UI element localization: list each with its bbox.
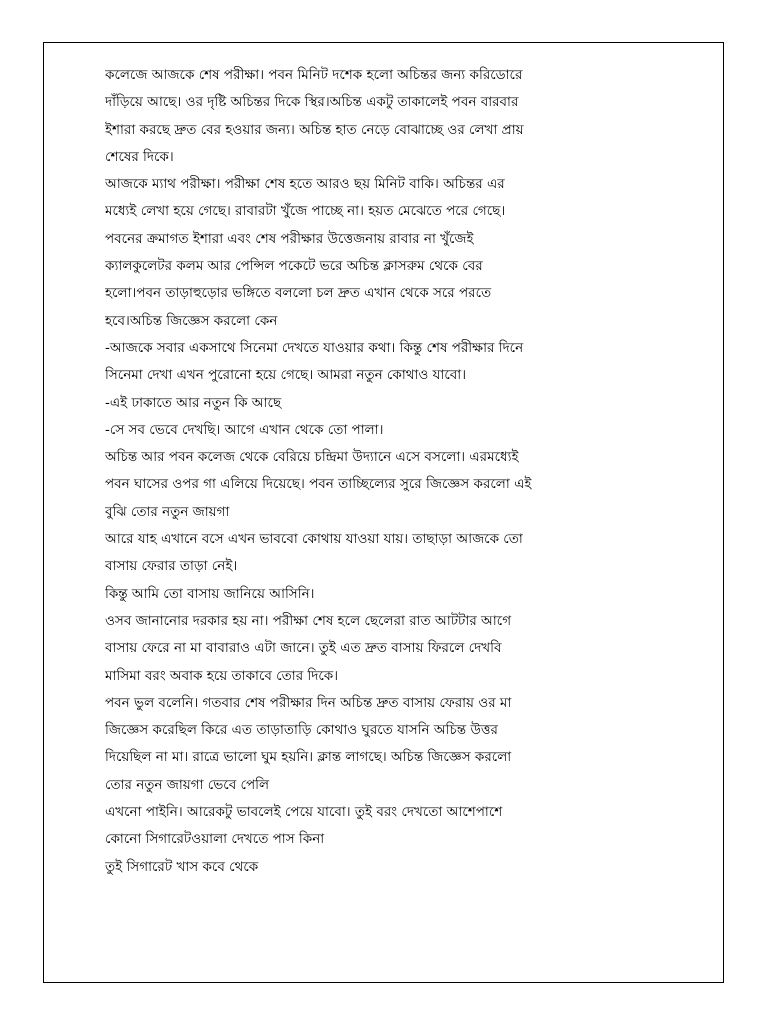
text-line: আরে যাহ এখানে বসে এখন ভাববো কোথায় যাওয়া যায়। তাছাড়া আজকে তো: [105, 531, 523, 548]
text-line: কিন্তু আমি তো বাসায় জানিয়ে আসিনি।: [105, 585, 315, 602]
text-line: দিয়েছিল না মা। রাত্রে ভালো ঘুম হয়নি। ক্লান্ত লাগছে। অচিন্ত জিজ্ঞেস করলো: [105, 749, 512, 766]
text-line: জিজ্ঞেস করেছিল কিরে এত তাড়াতাড়ি কোথাও ঘুরতে যাসনি অচিন্ত উত্তর: [105, 722, 498, 739]
text-line: বুঝি তোর নতুন জায়গা: [105, 503, 230, 520]
text-line: ওসব জানানোর দরকার হয় না। পরীক্ষা শেষ হলে ছেলেরা রাত আটটার আগে: [105, 612, 512, 629]
text-line: বাসায় ফেরে না মা বাবারাও এটা জানে। তুই এত দ্রুত বাসায় ফিরলে দেখবি: [105, 640, 502, 657]
text-line: কোনো সিগারেটওয়ালা দেখতে পাস কিনা: [105, 831, 325, 848]
document-body: [105, 62, 575, 881]
text-line: -আজকে সবার একসাথে সিনেমা দেখতে যাওয়ার কথা। কিন্তু শেষ পরীক্ষার দিনে: [105, 339, 524, 356]
text-line: -এই ঢাকাতে আর নতুন কি আছে: [105, 394, 282, 411]
text-line: হবে।অচিন্ত জিজ্ঞেস করলো কেন: [105, 312, 278, 329]
text-line: সিনেমা দেখা এখন পুরোনো হয়ে গেছে। আমরা নতুন কোথাও যাবো।: [105, 367, 467, 384]
text-line: মাসিমা বরং অবাক হয়ে তাকাবে তোর দিকে।: [105, 667, 339, 684]
text-line: দাঁড়িয়ে আছে। ওর দৃষ্টি অচিন্তর দিকে স্থির।অচিন্ত একটু তাকালেই পবন বারবার: [105, 94, 519, 111]
text-line: তুই সিগারেট খাস কবে থেকে: [105, 858, 259, 875]
text-line: মধ্যেই লেখা হয়ে গেছে। রাবারটা খুঁজে পাচ্ছে না। হয়ত মেঝেতে পরে গেছে।: [105, 203, 506, 220]
text-line: পবন ঘাসের ওপর গা এলিয়ে দিয়েছে। পবন তাচ্ছিল্যের সুরে জিজ্ঞেস করলো এই: [105, 476, 532, 493]
text-line: তোর নতুন জায়গা ভেবে পেলি: [105, 776, 270, 793]
text-line: শেষের দিকে।: [105, 148, 174, 165]
text-line: কলেজে আজকে শেষ পরীক্ষা। পবন মিনিট দশেক হলো অচিন্তর জন্য করিডোরে: [105, 67, 523, 83]
text-line: বাসায় ফেরার তাড়া নেই।: [105, 558, 238, 575]
text-line: এখনো পাইনি। আরেকটু ভাবলেই পেয়ে যাবো। তুই বরং দেখতো আশেপাশে: [105, 804, 503, 821]
text-line: ক্যালকুলেটর কলম আর পেন্সিল পকেটে ভরে অচিন্ত ক্লাসরুম থেকে বের: [105, 258, 483, 275]
text-line: -সে সব ভেবে দেখছি। আগে এখান থেকে তো পালা।: [105, 421, 384, 438]
text-line: পবনের ক্রমাগত ইশারা এবং শেষ পরীক্ষার উত্তেজনায় রাবার না খুঁজেই: [105, 230, 474, 247]
text-line: ইশারা করছে দ্রুত বের হওয়ার জন্য। অচিন্ত হাত নেড়ে বোঝাচ্ছে ওর লেখা প্রায়: [105, 121, 524, 138]
text-line: অচিন্ত আর পবন কলেজ থেকে বেরিয়ে চন্দ্রিমা উদ্যানে এসে বসলো। এরমধ্যেই: [105, 449, 519, 466]
text-line: আজকে ম্যাথ পরীক্ষা। পরীক্ষা শেষ হতে আরও ছয় মিনিট বাকি। অচিন্তর এর: [105, 176, 505, 193]
text-line: হলো।পবন তাড়াহুড়োর ভঙ্গিতে বললো চল দ্রুত এখান থেকে সরে পরতে: [105, 285, 492, 302]
text-line: পবন ভুল বলেনি। গতবার শেষ পরীক্ষার দিন অচিন্ত দ্রুত বাসায় ফেরায় ওর মা: [105, 694, 512, 711]
